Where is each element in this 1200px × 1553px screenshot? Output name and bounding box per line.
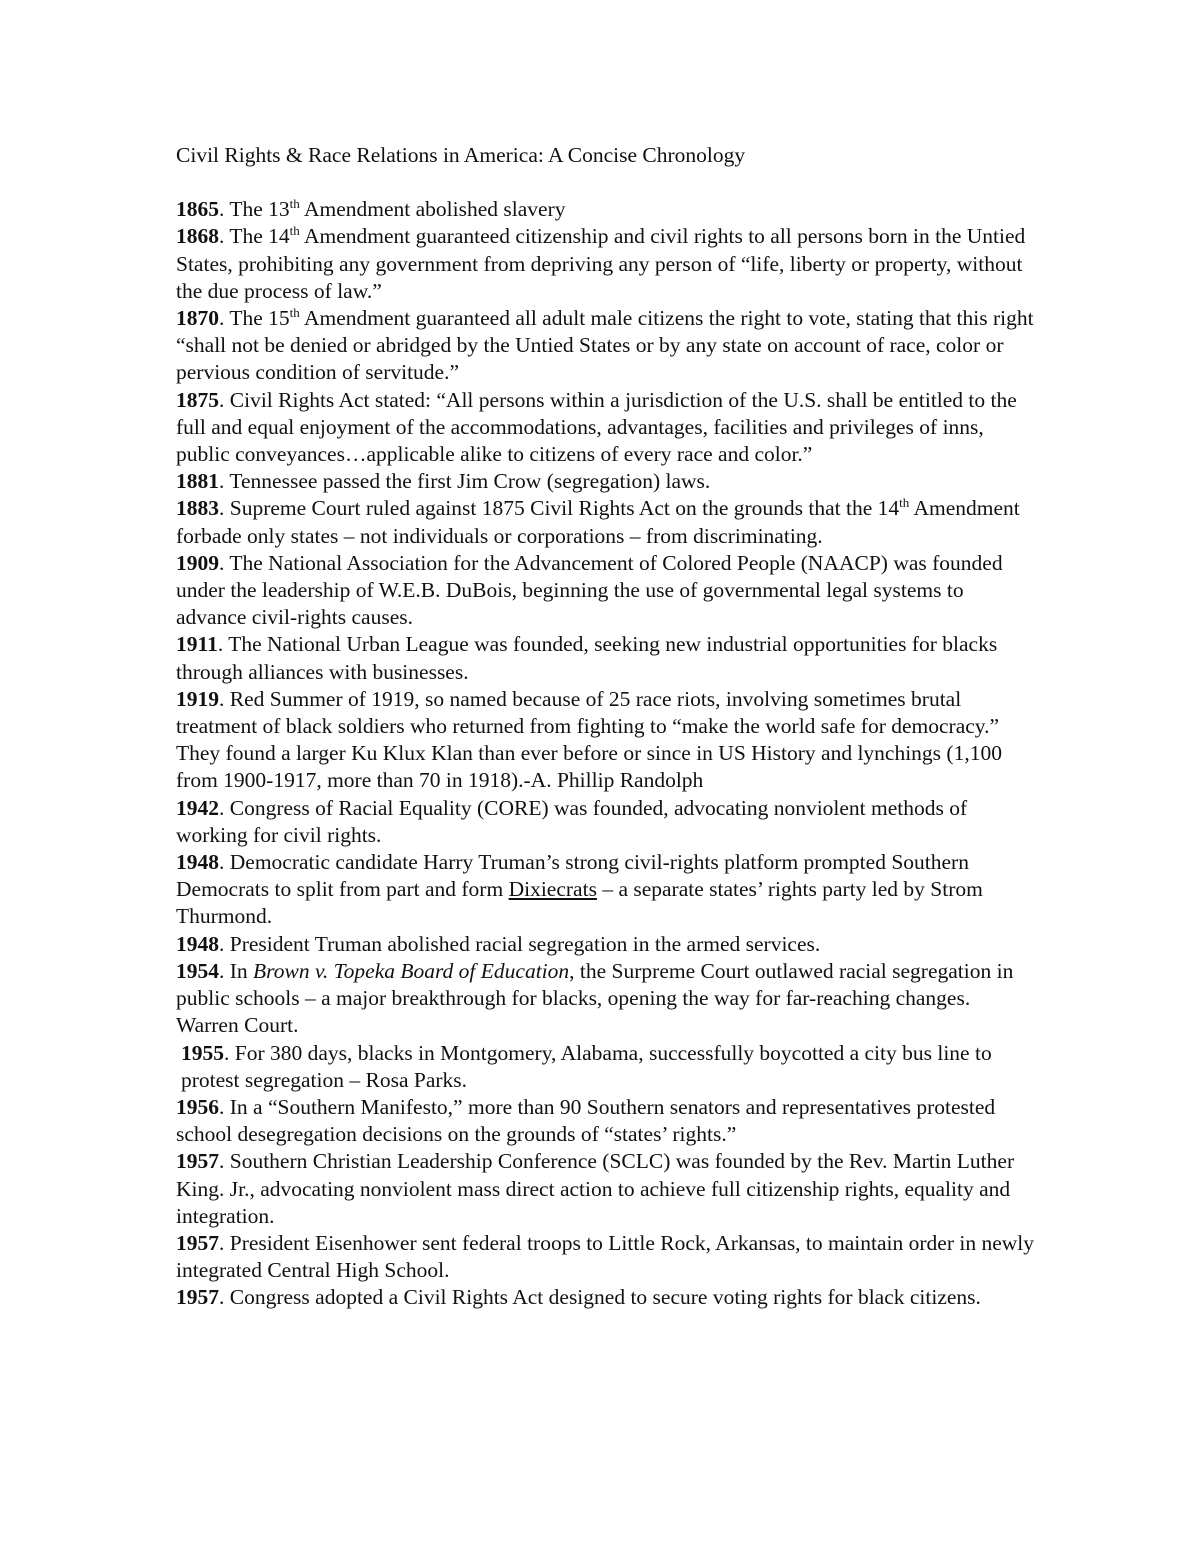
chronology-document xyxy=(176,142,1036,1312)
entry-text: . Civil Rights Act stated: “All persons within a jurisdiction of the U.S. shall be entitled to the full and equal enjoyment of the accommodations, advantages, facilities and privileges of inns, public conveyances…applicable alike to citizens of every race and color.” xyxy=(176,387,1017,467)
entry-1957-little-rock xyxy=(176,1230,1036,1284)
entry-year: 1868 xyxy=(176,224,219,249)
entry-year: 1954 xyxy=(176,958,219,983)
entry-text: . The 13 xyxy=(219,197,290,222)
entry-year: 1942 xyxy=(176,795,219,820)
entry-1955 xyxy=(176,1040,1036,1094)
entry-text: Amendment abolished slavery xyxy=(299,197,566,222)
entry-1942 xyxy=(176,795,1036,849)
ordinal-suffix: th xyxy=(289,223,300,239)
entry-year: 1865 xyxy=(176,197,219,222)
entry-year: 1919 xyxy=(176,686,219,711)
entry-text: . The National Urban League was founded, seeking new industrial opportunities for blacks through alliances with businesses. xyxy=(176,632,998,684)
entry-text: Amendment guaranteed citizenship and civil rights to all persons born in the Untied States, prohibiting any government from depriving any person of “life, liberty or property, without the due process of law.” xyxy=(176,224,1026,303)
entry-year: 1957 xyxy=(176,1230,219,1255)
entry-year: 1948 xyxy=(176,850,219,875)
ordinal-suffix: th xyxy=(289,305,300,321)
entry-text: . President Eisenhower sent federal troops to Little Rock, Arkansas, to maintain order in newly integrated Central High School. xyxy=(176,1230,1035,1283)
entry-year: 1883 xyxy=(176,496,219,521)
entry-text: . Red Summer of 1919, so named because of 25 race riots, involving sometimes brutal treatment of black soldiers who returned from fighting to “make the world safe for democracy.” They found a larger Ku Klux Klan than ever before or since in US History and lynchings (1,100 from 1900-1917, more than 70 in 1918).-A. Phillip Randolph xyxy=(176,686,1002,793)
entry-year: 1957 xyxy=(176,1285,219,1310)
entry-1948-dixiecrats xyxy=(176,849,1036,931)
entry-text: . Tennessee passed the first Jim Crow (segregation) laws. xyxy=(219,469,711,494)
entry-text: . In xyxy=(219,958,254,983)
entry-1954 xyxy=(176,958,1036,1040)
ordinal-suffix: th xyxy=(899,495,910,511)
entry-year: 1955 xyxy=(181,1040,224,1065)
entry-1909 xyxy=(176,550,1036,632)
entry-text: . For 380 days, blacks in Montgomery, Alabama, successfully boycotted a city bus line to protest segregation – Rosa Parks. xyxy=(181,1040,992,1092)
entry-year: 1870 xyxy=(176,306,219,331)
entry-1875 xyxy=(176,387,1036,469)
case-name: Brown v. Topeka Board of Education xyxy=(253,958,570,983)
entry-text: . Congress of Racial Equality (CORE) was founded, advocating nonviolent methods of working for civil rights. xyxy=(176,795,968,847)
entry-1948-armed-services xyxy=(176,931,1036,958)
entry-1881 xyxy=(176,468,1036,495)
entry-text: . The 14 xyxy=(219,224,290,249)
entry-year: 1956 xyxy=(176,1094,219,1119)
entry-text: . The 15 xyxy=(219,306,290,331)
entry-1957-civil-rights-act xyxy=(176,1284,1036,1311)
entry-text: – a separate states’ rights party led by Strom Thurmond. xyxy=(176,877,983,929)
entry-1883 xyxy=(176,495,1036,549)
entry-text: . Supreme Court ruled against 1875 Civil Rights Act on the grounds that the 14 xyxy=(219,496,900,521)
entry-year: 1911 xyxy=(176,632,218,657)
entry-1911 xyxy=(176,631,1036,685)
entry-1870 xyxy=(176,305,1036,387)
entry-year: 1957 xyxy=(176,1149,219,1174)
entry-text: . President Truman abolished racial segregation in the armed services. xyxy=(219,931,821,956)
entry-year: 1875 xyxy=(176,387,219,412)
entry-1865 xyxy=(176,196,1036,223)
entry-year: 1909 xyxy=(176,550,219,575)
entry-1919 xyxy=(176,686,1036,795)
entry-text: , the Surpreme Court outlawed racial segregation in public schools – a major breakthrough for blacks, opening the way for far-reaching changes. Warren Court. xyxy=(176,958,1014,1038)
entry-year: 1881 xyxy=(176,469,219,494)
entry-1868 xyxy=(176,223,1036,305)
entry-1957-sclc xyxy=(176,1148,1036,1230)
entry-text: . The National Association for the Advancement of Colored People (NAACP) was founded under the leadership of W.E.B. DuBois, beginning the use of governmental legal systems to advance civil-rights causes. xyxy=(176,550,1003,630)
entry-text: Amendment guaranteed all adult male citizens the right to vote, stating that this right “shall not be denied or abridged by the Untied States or by any state on account of race, color or pervious condition of servitude.” xyxy=(176,306,1034,385)
entry-year: 1948 xyxy=(176,931,219,956)
entry-text: . Southern Christian Leadership Conference (SCLC) was founded by the Rev. Martin Luther King. Jr., advocating nonviolent mass direct action to achieve full citizenship rights, equality and integration. xyxy=(176,1149,1015,1228)
entry-text: . Democratic candidate Harry Truman’s strong civil-rights platform prompted Southern Democrats to split from part and form xyxy=(176,850,969,902)
entry-text: Amendment forbade only states – not individuals or corporations – from discriminating. xyxy=(176,496,1020,548)
entry-1956 xyxy=(176,1094,1036,1148)
document-title: Civil Rights & Race Relations in America: A Concise Chronology xyxy=(176,143,746,167)
ordinal-suffix: th xyxy=(289,196,300,212)
underlined-term: Dixiecrats xyxy=(508,877,597,902)
entry-text: . In a “Southern Manifesto,” more than 90 Southern senators and representatives protested school desegregation decisions on the grounds of “states’ rights.” xyxy=(176,1094,996,1147)
entry-text: . Congress adopted a Civil Rights Act designed to secure voting rights for black citizens. xyxy=(219,1285,981,1310)
